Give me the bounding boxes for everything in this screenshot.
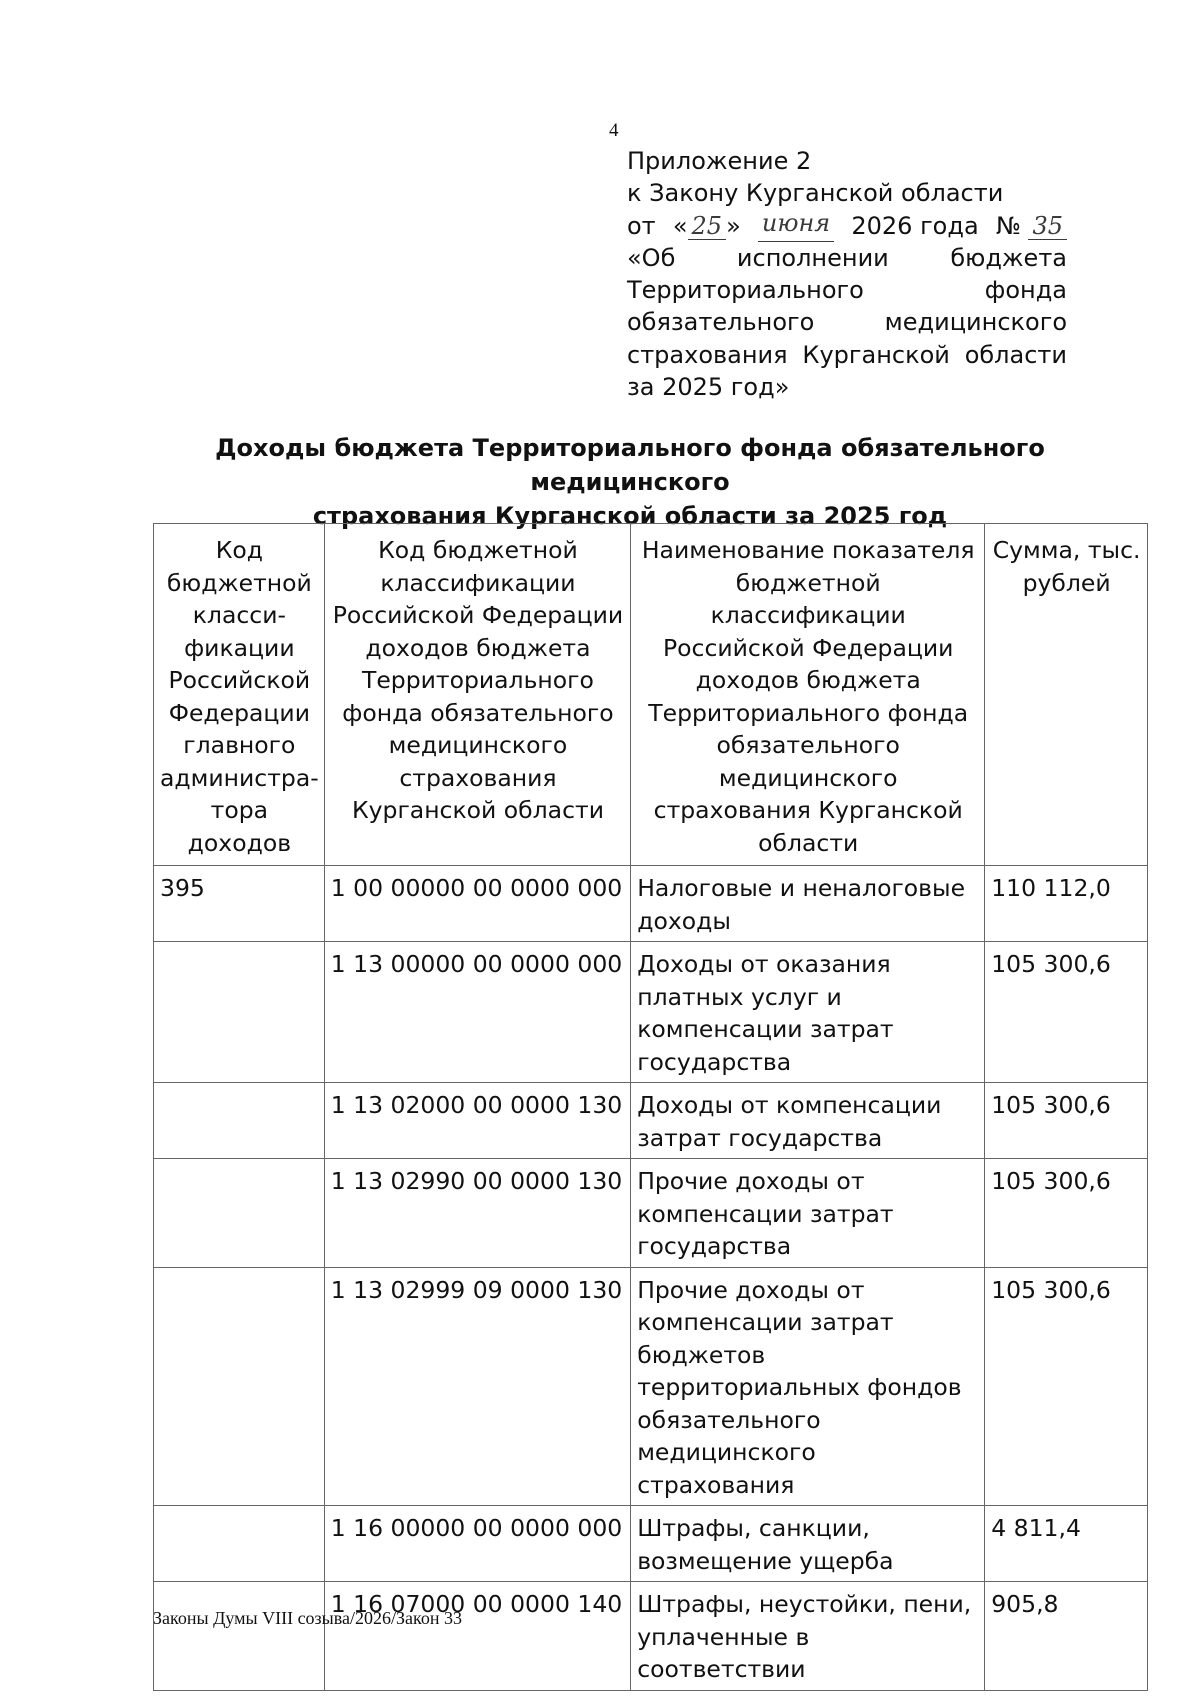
cell-admin-code xyxy=(154,1083,325,1159)
cell-admin-code xyxy=(154,1267,325,1506)
annex-line-4 xyxy=(627,242,1067,274)
annex-word: медицинского xyxy=(884,308,1067,337)
table-row xyxy=(154,942,1148,1083)
annex-word: фонда xyxy=(984,276,1067,305)
cell-indicator-name: Налоговые и неналоговые доходы xyxy=(631,866,985,942)
handwritten-number: 35 xyxy=(1028,213,1067,240)
footer-reference: Законы Думы VIII созыва/2026/Закон 33 xyxy=(153,1608,462,1628)
header-admin-code: Код бюджетной класси-фикации Российской Федерации главного администра-тора доходов xyxy=(154,524,325,866)
cell-sum: 105 300,6 xyxy=(985,1083,1148,1159)
annex-word: исполнении xyxy=(736,243,889,272)
annex-line-5 xyxy=(627,274,1067,306)
annex-word: области xyxy=(964,340,1067,369)
cell-indicator-name: Штрафы, санкции, возмещение ущерба xyxy=(631,1506,985,1582)
annex-word: обязательного xyxy=(627,308,815,337)
annex-line-6 xyxy=(627,306,1067,338)
cell-budget-code: 1 13 02999 09 0000 130 xyxy=(324,1267,631,1506)
table-header-row xyxy=(154,524,1148,866)
date-year: 2026 года xyxy=(851,211,979,240)
cell-budget-code: 1 13 02000 00 0000 130 xyxy=(324,1083,631,1159)
cell-indicator-name: Штрафы, неустойки, пени, уплаченные в соответствии xyxy=(631,1582,985,1691)
table-row xyxy=(154,1159,1148,1268)
table-row xyxy=(154,1267,1148,1506)
document-title-line-2: страхования Курганской области за 2025 год xyxy=(312,502,948,530)
page-number: 4 xyxy=(609,120,619,141)
document-title-line-1: Доходы бюджета Территориального фонда обязательного медицинского xyxy=(215,434,1045,496)
cell-sum: 105 300,6 xyxy=(985,1267,1148,1506)
handwritten-month: июня xyxy=(758,210,834,242)
annex-date-line xyxy=(627,210,1067,242)
cell-admin-code xyxy=(154,1582,325,1691)
annex-word: Территориального xyxy=(627,276,864,305)
annex-law-reference: к Закону Курганской области xyxy=(627,179,1004,208)
cell-sum: 4 811,4 xyxy=(985,1506,1148,1582)
date-day-group: « 25 » xyxy=(672,211,741,240)
handwritten-day: 25 xyxy=(688,213,727,240)
annex-word: страхования xyxy=(627,340,788,369)
cell-admin-code xyxy=(154,1159,325,1268)
cell-indicator-name: Прочие доходы от компенсации затрат государства xyxy=(631,1159,985,1268)
annex-word: Курганской xyxy=(802,340,950,369)
header-budget-code: Код бюджетной классификации Российской Федерации доходов бюджета Территориального фонда обязательного медицинского страхования Курганской области xyxy=(324,524,631,866)
cell-sum: 105 300,6 xyxy=(985,1159,1148,1268)
annex-title: Приложение 2 xyxy=(627,147,812,175)
table-row xyxy=(154,1506,1148,1582)
cell-budget-code: 1 13 02990 00 0000 130 xyxy=(324,1159,631,1268)
cell-budget-code: 1 13 00000 00 0000 000 xyxy=(324,942,631,1083)
table-row xyxy=(154,866,1148,942)
cell-sum: 905,8 xyxy=(985,1582,1148,1691)
annex-word: «Об xyxy=(627,243,676,272)
number-sign: № xyxy=(995,211,1021,240)
table-row xyxy=(154,1582,1148,1691)
cell-indicator-name: Доходы от оказания платных услуг и компенсации затрат государства xyxy=(631,942,985,1083)
header-indicator-name: Наименование показателя бюджетной классификации Российской Федерации доходов бюджета Территориального фонда обязательного медицинского страхования Курганской области xyxy=(631,524,985,866)
annex-line-8: за 2025 год» xyxy=(627,373,790,402)
cell-budget-code: 1 16 07000 00 0000 140 xyxy=(324,1582,631,1691)
cell-admin-code: 395 xyxy=(154,866,325,942)
annex-line-7 xyxy=(627,339,1067,371)
annex-header xyxy=(627,145,1067,403)
cell-budget-code: 1 00 00000 00 0000 000 xyxy=(324,866,631,942)
annex-word: бюджета xyxy=(950,243,1067,272)
date-prefix: от xyxy=(627,211,656,240)
cell-sum: 110 112,0 xyxy=(985,866,1148,942)
document-title xyxy=(150,431,1110,533)
cell-admin-code xyxy=(154,1506,325,1582)
table-row xyxy=(154,1083,1148,1159)
income-table xyxy=(153,523,1148,1691)
cell-indicator-name: Прочие доходы от компенсации затрат бюджетов территориальных фондов обязательного медицинского страхования xyxy=(631,1267,985,1506)
cell-admin-code xyxy=(154,942,325,1083)
cell-sum: 105 300,6 xyxy=(985,942,1148,1083)
law-number-group xyxy=(996,210,1067,242)
header-sum: Сумма, тыс. рублей xyxy=(985,524,1148,866)
cell-budget-code: 1 16 00000 00 0000 000 xyxy=(324,1506,631,1582)
cell-indicator-name: Доходы от компенсации затрат государства xyxy=(631,1083,985,1159)
